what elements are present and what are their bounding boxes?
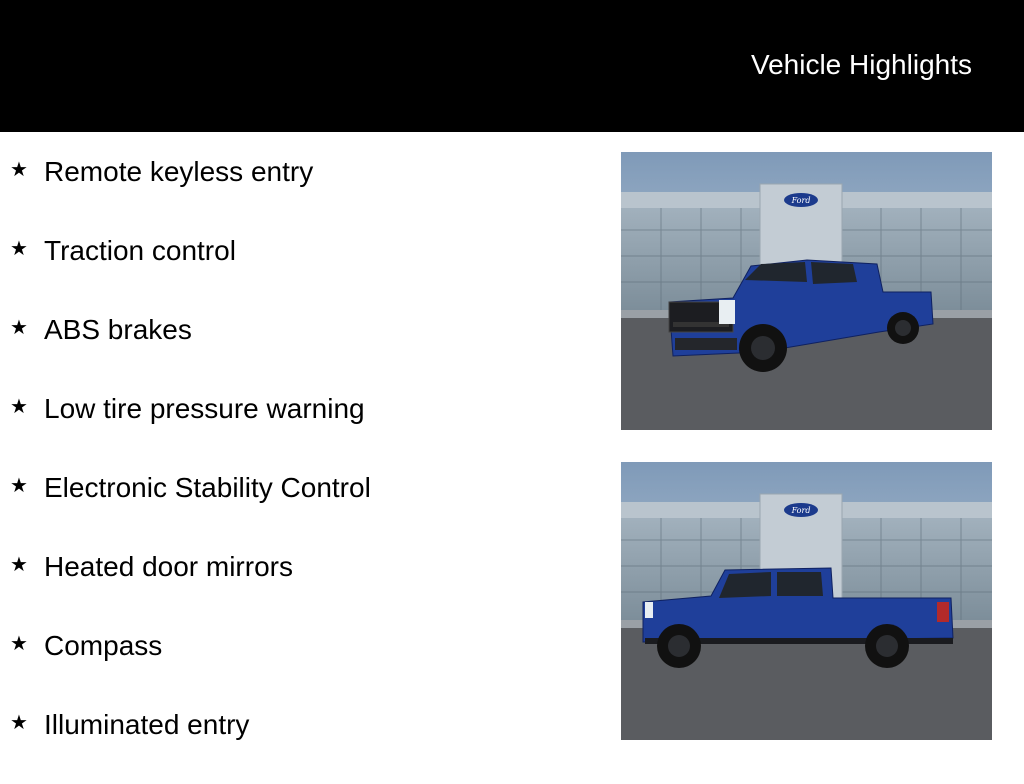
star-icon: ★ [10,633,28,655]
feature-label: Traction control [44,235,236,266]
list-item [10,468,570,547]
feature-label: Low tire pressure warning [44,393,365,424]
star-icon: ★ [10,238,28,260]
list-item [10,705,570,784]
feature-label: ABS brakes [44,314,192,345]
star-icon: ★ [10,396,28,418]
header-bar [0,0,1024,132]
list-item [10,310,570,389]
feature-label: Electronic Stability Control [44,472,371,503]
star-icon: ★ [10,317,28,339]
feature-label: Remote keyless entry [44,156,314,187]
star-icon: ★ [10,712,28,734]
feature-label: Heated door mirrors [44,551,293,582]
page-title: Vehicle Highlights [750,49,972,80]
star-icon: ★ [10,159,28,181]
list-item [10,152,570,231]
star-icon: ★ [10,475,28,497]
truck-front-three-quarter-photo [621,152,992,430]
svg-text:Ford: Ford [791,506,811,515]
list-item [10,231,570,310]
feature-list [10,152,570,784]
list-item [10,389,570,468]
list-item [10,547,570,626]
list-item [10,626,570,705]
feature-label: Compass [44,630,163,661]
feature-label: Illuminated entry [44,709,250,740]
star-icon: ★ [10,554,28,576]
truck-side-profile-photo [621,462,992,740]
svg-text:Ford: Ford [791,196,811,205]
